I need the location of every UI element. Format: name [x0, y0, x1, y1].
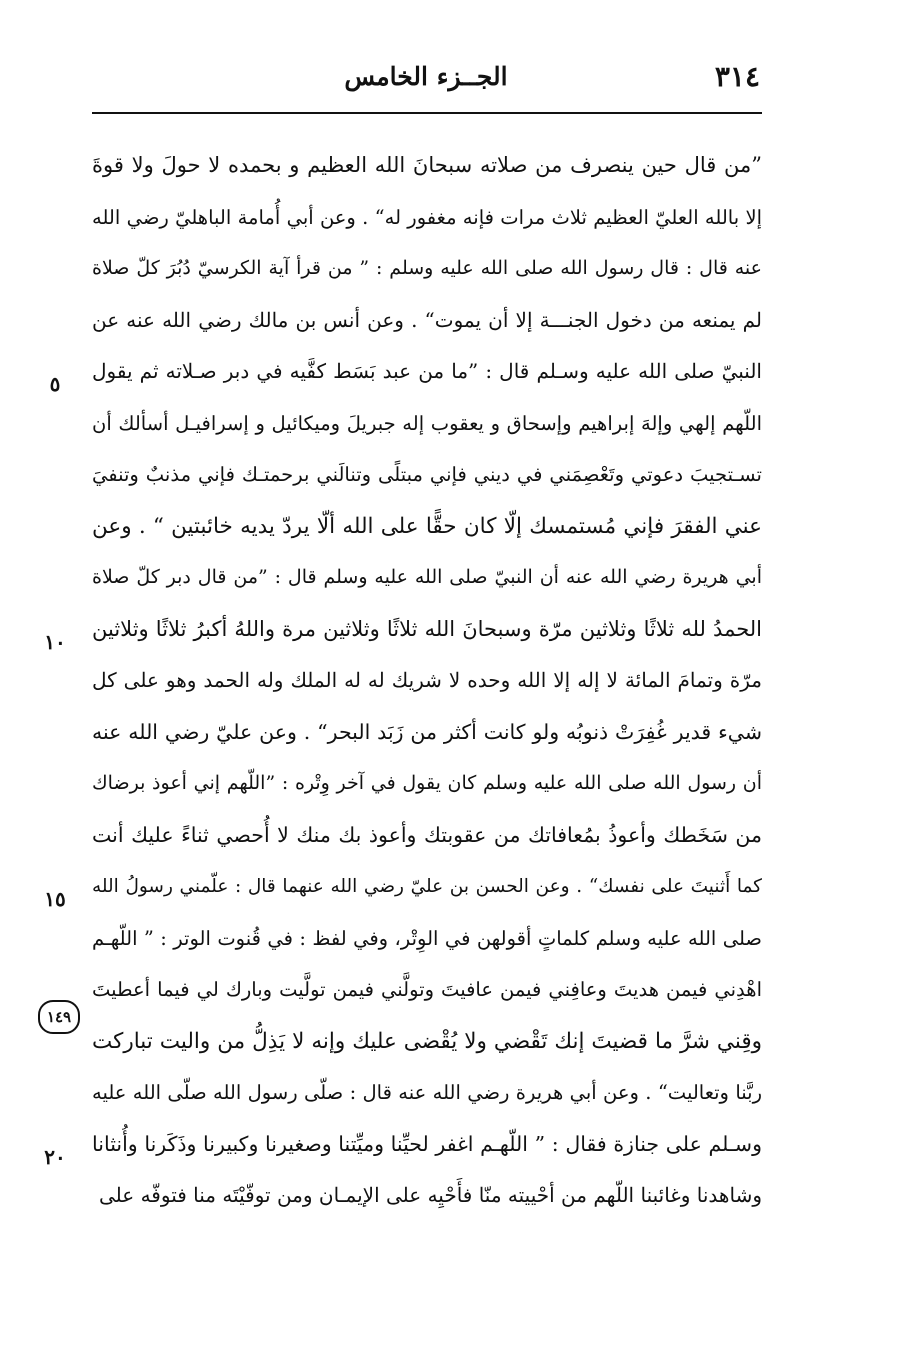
text-line: كما أَثنيتَ على نفسك“ . وعن الحسن بن عليّ رضي الله عنهما قال : علّمني رسولُ الله	[92, 876, 762, 897]
text-line: شيء قدير غُفِرَتْ ذنوبُه ولو كانت أكثر من زَبَد البحر“ . وعن عليّ رضي الله عنه	[92, 719, 762, 744]
text-line: لم يمنعه من دخول الجنـــة إلا أن يموت“ . وعن أنس بن مالك رضي الله عنه عن	[92, 307, 762, 332]
text-line: إلا بالله العليّ العظيم ثلاث مرات فإنه مغفور له“ . وعن أبي أُمامة الباهليّ رضي الله	[92, 205, 762, 229]
text-line: وسـلم على جنازة فقال : ” اللّهـم اغفر لحيِّنا وميِّتنا وصغيرنا وكبيرنا وذَكَرنا وأُنثانا	[92, 1131, 762, 1156]
text-line: وقِني شرَّ ما قضيتَ إنك تَقْضي ولا يُقْضى عليك وإنه لا يَذِلُّ من واليت تباركت	[92, 1028, 762, 1054]
running-title: الجــزء الخامس	[344, 62, 508, 91]
line-number-15: ١٥	[44, 887, 66, 911]
header-rule	[92, 112, 762, 114]
text-line: صلى الله عليه وسلم كلماتٍ أقولهن في الوِتْر، وفي لفظ : في قُنوت الوتر : ” اللّهـم	[92, 926, 762, 950]
text-line: الحمدُ لله ثلاثًا وثلاثين مرّة وسبحانَ الله ثلاثًا وثلاثين مرة واللهُ أكبرُ ثلاثًا وثلاثين	[92, 616, 762, 641]
text-line: عني الفقرَ فإني مُستمسك إلّا كان حقًّا على الله ألّا يردّ يديه خائبتين “ . وعن	[92, 513, 762, 539]
text-line: من سَخَطك وأعوذُ بمُعافاتك من عقوبتك وأعوذ بك منك لا أُحصي ثناءً عليك أنت	[92, 822, 762, 847]
line-number-10: ١٠	[44, 630, 66, 654]
text-line: وشاهدنا وغائبنا اللّهم من أحْييته منّا فأَحْيِه على الإيمـان ومن توفّيْتَه منا فتوفّه على	[99, 1183, 762, 1207]
text-line: تسـتجيبَ دعوتي وتَعْصِمَني في ديني فإني مبتلًى وتنالَني برحمتـك فإني مذنبٌ وتنفيَ	[92, 463, 762, 486]
body-text	[92, 140, 762, 1222]
text-line: ”من قال حين ينصرف من صلاته سبحانَ الله العظيم و بحمده لا حولَ ولا قوةَ	[92, 153, 762, 177]
line-number-20: ٢٠	[44, 1145, 66, 1169]
page-header	[92, 52, 760, 102]
text-line: النبيّ صلى الله عليه وسـلم قال : ”ما من عبد بَسَط كفَّيه في دبر صـلاته ثم يقول	[92, 359, 762, 383]
text-line: أن رسول الله صلى الله عليه وسلم كان يقول في آخر وِتْره : ”اللّهم إني أعوذ برضاك	[92, 772, 762, 794]
text-line: اللّهم إلهي وإلهَ إبراهيم وإسحاق و يعقوب إله جبريلَ وميكائيل و إسرافيـل أسألك أن	[92, 411, 762, 435]
page-number: ٣١٤	[714, 60, 760, 93]
folio-marker: ١٤٩	[38, 1000, 80, 1034]
text-line: ربَّنا وتعاليت“ . وعن أبي هريرة رضي الله عنه قال : صلّى رسول الله صلّى الله عليه	[92, 1081, 762, 1104]
text-line: أبي هريرة رضي الله عنه أن النبيّ صلى الله عليه وسلم قال : ”من قال دبر كلّ صلاة	[92, 566, 762, 588]
text-line: اهْدِني فيمن هديتَ وعافِني فيمن عافيتَ وتولَّني فيمن تولَّيت وبارك لي فيما أعطيتَ	[92, 978, 762, 1001]
text-line: مرّة وتمامَ المائة لا إله إلا الله وحده لا شريك له له الملك وله الحمد وهو على كل	[92, 668, 762, 692]
line-number-5: ٥	[49, 372, 61, 396]
text-line: عنه قال : قال رسول الله صلى الله عليه وسلم : ” من قرأ آية الكرسيّ دُبُرَ كلّ صلاة	[92, 257, 762, 279]
